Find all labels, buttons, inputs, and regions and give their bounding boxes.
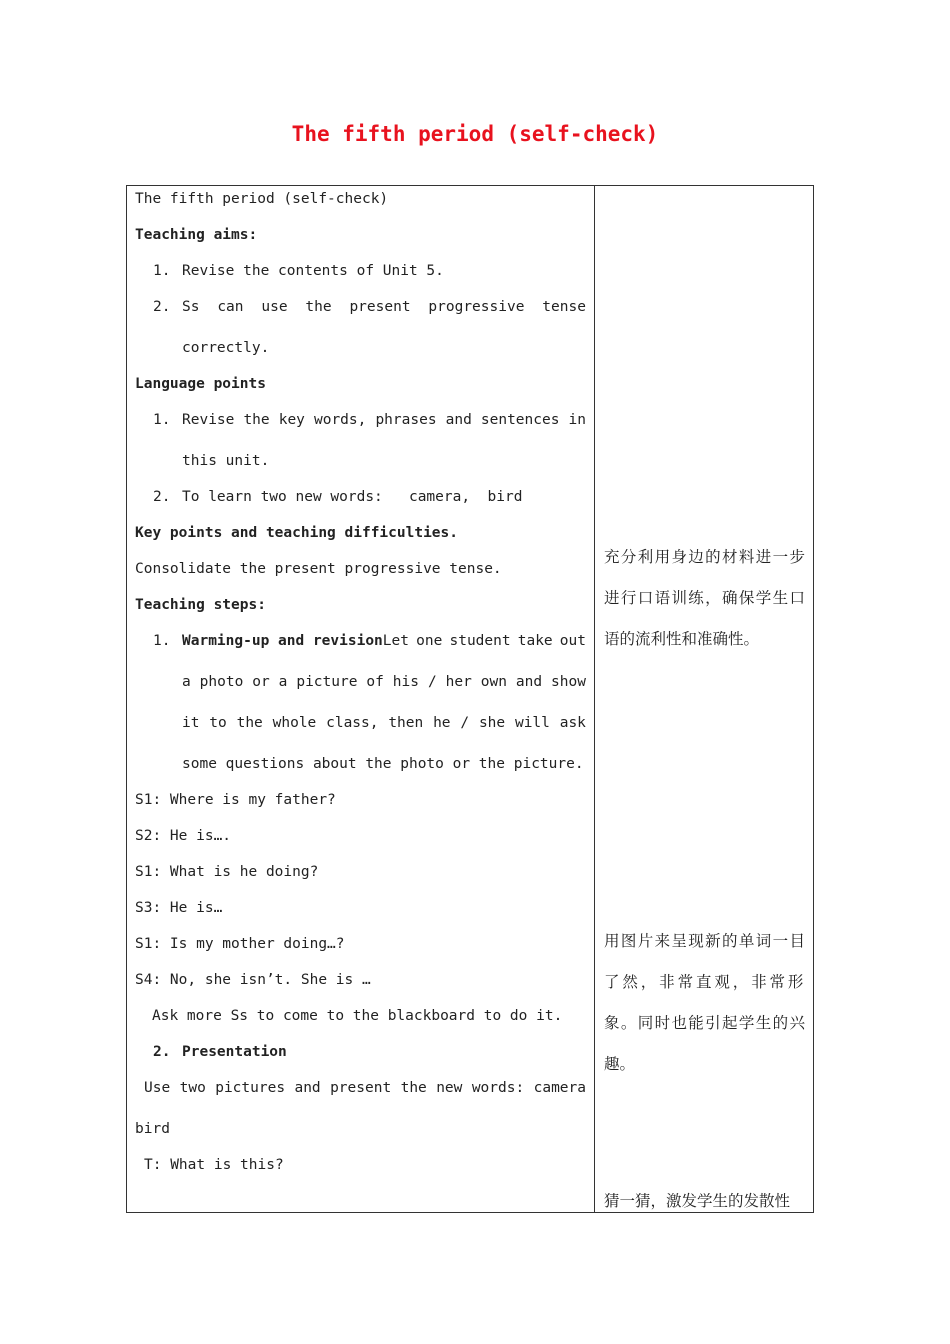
language-point-1-text [182, 411, 586, 429]
word: present [349, 299, 411, 315]
word: words: [471, 1080, 525, 1096]
word: one [416, 633, 443, 649]
lesson-header: The fifth period (self-check) [135, 191, 389, 207]
word: out [559, 633, 586, 649]
note-1-line-2: 进 行 口 语 训 练 ， 确 保 学 生 口 [604, 589, 805, 607]
teaching-steps-heading: Teaching steps: [135, 597, 266, 613]
step-2-number: 2. [153, 1044, 171, 1060]
step-1-line-1 [182, 632, 586, 650]
word: picture [296, 674, 358, 690]
note-3-line-1: 猜一猜，激发学生的发散性 [604, 1192, 791, 1210]
note-2-line-3: 象 。 同 时 也 能 引 起 学 生 的 兴 [604, 1014, 805, 1032]
language-point-1-continuation: this unit. [182, 453, 270, 469]
word: words, [313, 412, 367, 428]
word: the [236, 715, 263, 731]
word: her [445, 674, 472, 690]
word: tense [542, 299, 586, 315]
note-2-line-1: 用 图 片 来 呈 现 新 的 单 词 一 目 [604, 932, 805, 950]
lesson-table [126, 185, 814, 1213]
word: will [514, 715, 550, 731]
dialogue-line-1: S1: Where is my father? [135, 792, 336, 808]
language-point-2-number: 2. [153, 489, 171, 505]
word: she [478, 715, 506, 731]
key-points-heading: Key points and teaching difficulties. [135, 525, 459, 541]
key-points-text: Consolidate the present progressive tense. [135, 561, 502, 577]
word: in [568, 412, 586, 428]
aim-2-number: 2. [153, 299, 171, 315]
word: the [400, 1080, 427, 1096]
word: progressive [428, 299, 525, 315]
note-2-line-2: 了 然 ， 非 常 直 观 ， 非 常 形 [604, 973, 805, 991]
word: and [445, 412, 472, 428]
word: can [217, 299, 244, 315]
word: use [261, 299, 288, 315]
teacher-question: T: What is this? [144, 1157, 284, 1173]
aim-1-text: Revise the contents of Unit 5. [182, 263, 444, 279]
notes-column [595, 186, 813, 1212]
word: own [480, 674, 507, 690]
word: class, [326, 715, 379, 731]
word: show [551, 674, 586, 690]
aim-1-number: 1. [153, 263, 171, 279]
word: it [182, 715, 200, 731]
word: pictures [215, 1080, 286, 1096]
step-1-line-4: some questions about the photo or the picture. [182, 756, 584, 772]
word: whole [272, 715, 317, 731]
aim-2-continuation: correctly. [182, 340, 270, 356]
language-point-1-number: 1. [153, 412, 171, 428]
word: his [392, 674, 419, 690]
word: ask [559, 715, 586, 731]
word: photo [199, 674, 244, 690]
step-1-line-3 [182, 714, 586, 732]
word: key [278, 412, 305, 428]
presentation-line [144, 1079, 586, 1097]
step-2-title: Presentation [182, 1044, 287, 1060]
note-1-line-1: 充 分 利 用 身 边 的 材 料 进 一 步 [604, 548, 805, 566]
ask-more-text: Ask more Ss to come to the blackboard to do it. [152, 1008, 563, 1024]
dialogue-line-2: S2: He is…. [135, 828, 232, 844]
lesson-plan-column [127, 186, 594, 1212]
word: or [252, 674, 270, 690]
word: the [305, 299, 332, 315]
note-1-line-3: 语的流利性和准确性。 [604, 630, 760, 648]
dialogue-line-5: S1: Is my mother doing…? [135, 936, 345, 952]
word: Let [382, 633, 409, 649]
word: phrases [375, 412, 437, 428]
word: two [179, 1080, 206, 1096]
note-2-line-4: 趣。 [604, 1055, 636, 1073]
word: camera [533, 1080, 586, 1096]
presentation-continuation: bird [135, 1121, 170, 1137]
word: present [330, 1080, 392, 1096]
word: and [294, 1080, 321, 1096]
dialogue-line-3: S1: What is he doing? [135, 864, 319, 880]
word: new [436, 1080, 463, 1096]
word: student [449, 633, 511, 649]
language-point-2-text: To learn two new words: camera, bird [182, 489, 523, 505]
word: Ss [182, 299, 200, 315]
word: and [515, 674, 543, 690]
word: of [366, 674, 384, 690]
dialogue-line-6: S4: No, she isn’t. She is … [135, 972, 371, 988]
word: to [209, 715, 227, 731]
word: Use [144, 1080, 171, 1096]
teaching-aims-heading: Teaching aims: [135, 227, 258, 243]
word: sentences [480, 412, 560, 428]
word: / [460, 715, 470, 731]
word: the [243, 412, 270, 428]
word: / [427, 674, 437, 690]
step-1-line-2 [182, 673, 586, 691]
dialogue-line-4: S3: He is… [135, 900, 223, 916]
step-1-title: Warming-up and revision [182, 633, 383, 649]
step-1-number: 1. [153, 633, 171, 649]
word: take [517, 633, 553, 649]
word: then [388, 715, 424, 731]
word: a [182, 674, 191, 690]
word: Revise [182, 412, 235, 428]
word: he [433, 715, 451, 731]
word: a [278, 674, 288, 690]
language-points-heading: Language points [135, 376, 266, 392]
page-title: The fifth period (self-check) [291, 122, 659, 146]
aim-2-text [182, 298, 586, 316]
